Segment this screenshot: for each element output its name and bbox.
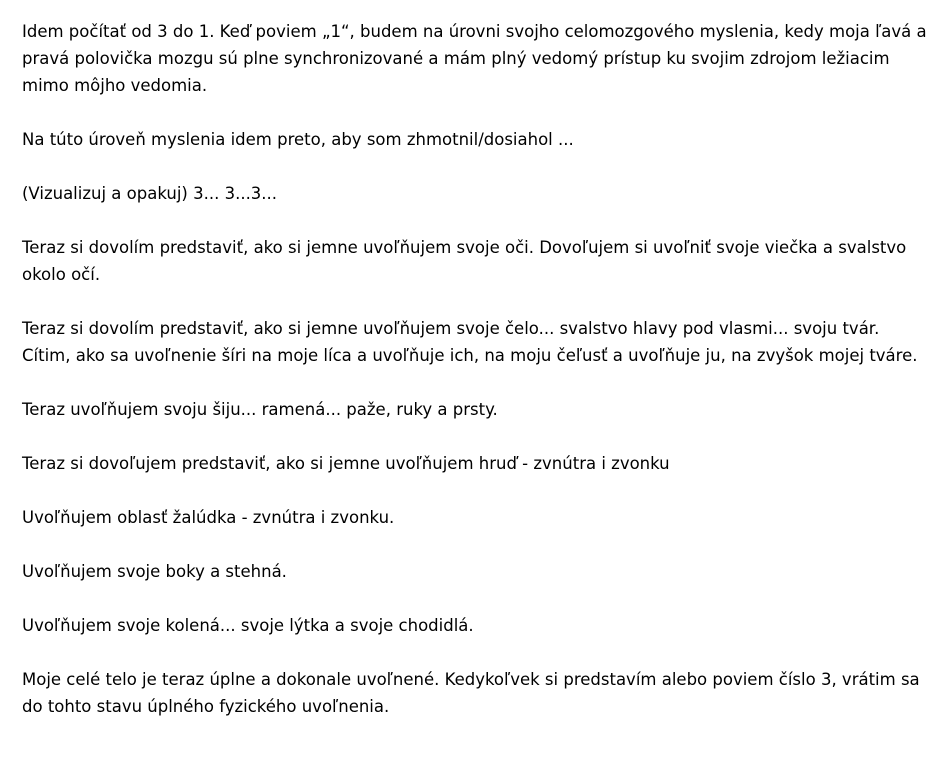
paragraph-relax-hips-thighs: Uvoľňujem svoje boky a stehná.: [22, 562, 287, 581]
paragraph-thinking-level: Na túto úroveň myslenia idem preto, aby som zhmotnil/dosiahol ...: [22, 130, 574, 149]
paragraph-countdown-intro: Idem počítať od 3 do 1. Keď poviem „1“, budem na úrovni svojho celomozgového myslenia, kedy moja ľavá a pravá polovička mozgu sú plne synchronizované a mám plný vedomý prístup ku svojim zdrojom ležiacim mimo môjho vedomia.: [22, 22, 927, 95]
paragraph-relax-eyes: Teraz si dovolím predstaviť, ako si jemne uvoľňujem svoje oči. Dovoľujem si uvoľniť svoje viečka a svalstvo okolo očí.: [22, 238, 907, 284]
paragraph-relax-knees-feet: Uvoľňujem svoje kolená... svoje lýtka a svoje chodidlá.: [22, 616, 474, 635]
paragraph-relax-chest: Teraz si dovoľujem predstaviť, ako si jemne uvoľňujem hruď - zvnútra i zvonku: [22, 454, 670, 473]
paragraph-relax-neck-arms: Teraz uvoľňujem svoju šiju... ramená... paže, ruky a prsty.: [22, 400, 498, 419]
paragraph-full-body-relaxed: Moje celé telo je teraz úplne a dokonale uvoľnené. Kedykoľvek si predstavím alebo poviem číslo 3, vrátim sa do tohto stavu úplného fyzického uvoľnenia.: [22, 670, 920, 716]
document-body: [22, 18, 932, 720]
paragraph-relax-stomach: Uvoľňujem oblasť žalúdka - zvnútra i zvonku.: [22, 508, 395, 527]
paragraph-visualize-repeat: (Vizualizuj a opakuj) 3... 3...3...: [22, 184, 278, 203]
paragraph-relax-forehead-face: Teraz si dovolím predstaviť, ako si jemne uvoľňujem svoje čelo... svalstvo hlavy pod vlasmi... svoju tvár. Cítim, ako sa uvoľnenie šíri na moje líca a uvoľňuje ich, na moju čeľusť a uvoľňuje ju, na zvyšok mojej tváre.: [22, 319, 918, 365]
